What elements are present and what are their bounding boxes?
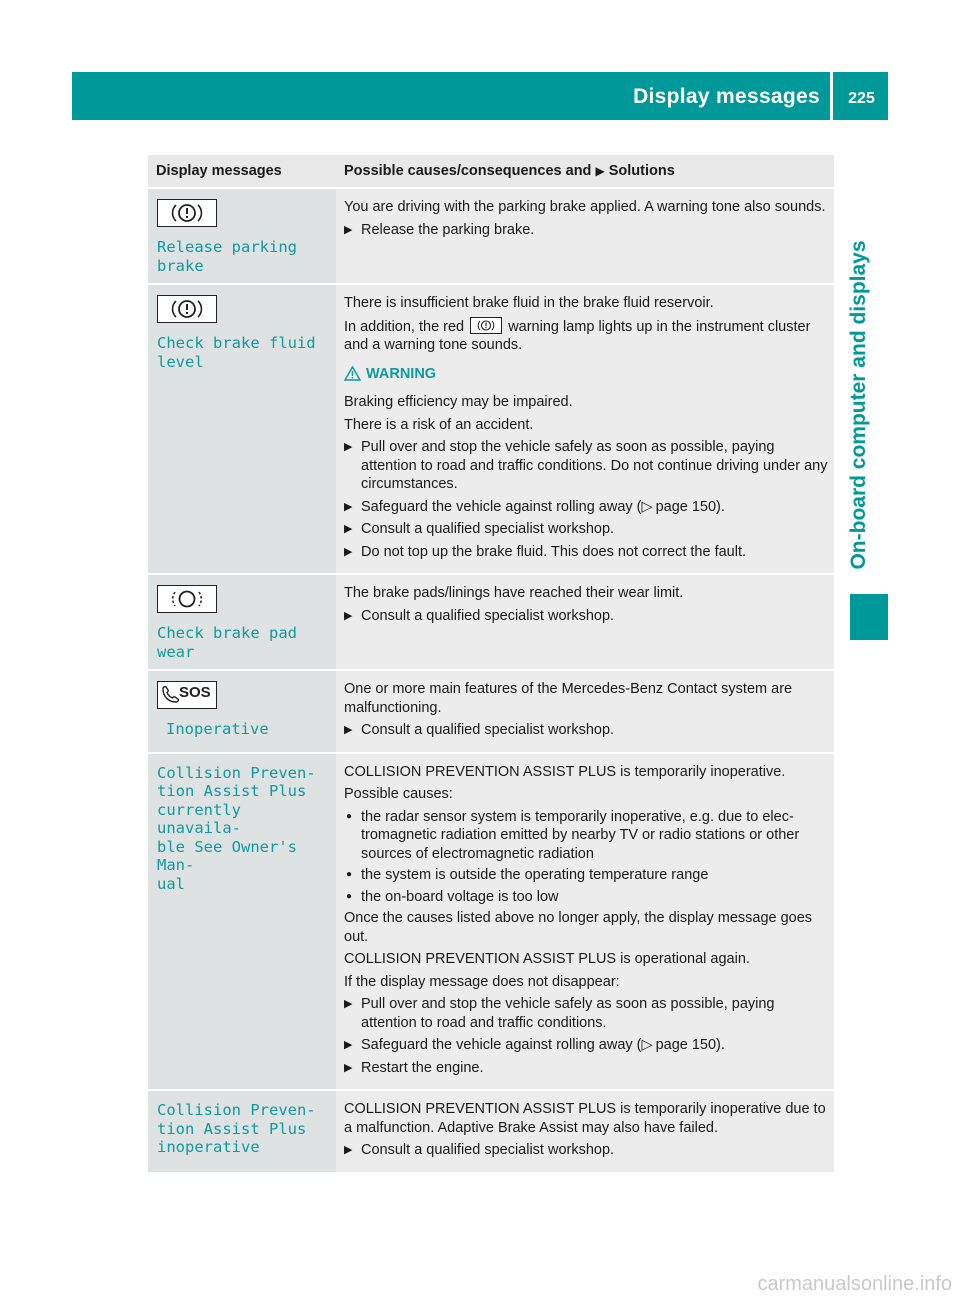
solution-step: ▶ Consult a qualified specialist workshop.	[344, 607, 828, 626]
display-message-text: Release parking brake	[157, 238, 297, 275]
display-message-text: Collision Preven‐ tion Assist Plus inoperative	[157, 1101, 316, 1156]
warning-label: WARNING	[366, 365, 437, 382]
step-text: Safeguard the vehicle against rolling away (	[361, 498, 642, 515]
solution-step: ▶ Release the parking brake.	[344, 221, 828, 240]
watermark-text: carmanualsonline.info	[757, 1273, 952, 1295]
solution-step	[344, 498, 828, 517]
solution-step: ▶ Pull over and stop the vehicle safely as soon as possible, paying attention to road and traffic conditions.	[344, 995, 828, 1032]
table-row	[148, 574, 834, 670]
brake-pad-wear-icon	[157, 585, 217, 613]
cause-text: One or more main features of the Mercedes-Benz Contact system are malfunctioning.	[344, 681, 793, 716]
warning-heading	[344, 365, 828, 384]
table-row	[148, 188, 834, 284]
side-tab-marker	[850, 594, 888, 640]
header-title: Display messages	[633, 85, 820, 108]
brake-warning-icon	[157, 295, 217, 323]
cause-text-part: warning lamp lights up in the instrument cluster and a warning tone sounds.	[344, 318, 811, 353]
cause-text: Once the causes listed above no longer apply, the display message goes out.	[344, 910, 813, 945]
solution-step: ▶ Consult a qualified specialist workshop.	[344, 520, 828, 539]
cause-item: ● the radar sensor system is temporarily inoperative, e.g. due to electromagnetic radiation emitted by nearby TV or radio stations or other sources of electromagnetic radiation	[344, 808, 828, 864]
side-section-label: On-board computer and displays	[847, 240, 870, 570]
page-header	[72, 72, 888, 120]
column-header-solutions-prefix: Possible causes/consequences and	[344, 163, 592, 179]
solution-step: ▶ Consult a qualified specialist workshop.	[344, 1141, 828, 1160]
step-text: ).	[716, 498, 725, 515]
solution-cell	[336, 753, 834, 1091]
table-header-row	[148, 155, 834, 188]
display-messages-table	[148, 155, 834, 1172]
step-text: Safeguard the vehicle against rolling away (	[361, 1037, 642, 1053]
cause-text: If the display message does not disappear:	[344, 973, 620, 990]
solution-step: ▶ Do not top up the brake fluid. This does not correct the fault.	[344, 543, 828, 562]
solution-step: ▶ Pull over and stop the vehicle safely as soon as possible, paying attention to road and traffic conditions. Do not continue driving under any circumstances.	[344, 438, 828, 494]
solution-cell	[336, 1090, 834, 1172]
page-reference-arrow-icon: ▷	[641, 1037, 656, 1053]
side-section-title	[844, 225, 874, 585]
table-row	[148, 670, 834, 753]
message-cell	[148, 1090, 336, 1172]
solution-step	[344, 1036, 828, 1055]
solution-cell	[336, 574, 834, 670]
brake-warning-lamp-icon	[470, 317, 502, 334]
solution-step: ▶ Restart the engine.	[344, 1059, 828, 1078]
message-cell	[148, 188, 336, 284]
cause-text: The brake pads/linings have reached their wear limit.	[344, 585, 684, 601]
message-cell	[148, 670, 336, 753]
cause-item: ● the system is outside the operating temperature range	[344, 866, 828, 885]
column-header-solutions	[336, 155, 834, 188]
display-message-text: Check brake pad wear	[157, 624, 307, 661]
table-row	[148, 284, 834, 574]
sos-icon-label: SOS	[179, 684, 211, 701]
table-row	[148, 753, 834, 1091]
message-cell	[148, 574, 336, 670]
display-message-text: Check brake fluid level	[157, 334, 316, 371]
page-reference-arrow-icon: ▷	[641, 498, 656, 515]
display-message-text: Inoperative	[166, 720, 269, 738]
message-cell	[148, 753, 336, 1091]
cause-text: COLLISION PREVENTION ASSIST PLUS is temporarily inoperative due to a malfunction. Adaptive Brake Assist may also have failed.	[344, 1101, 826, 1136]
cause-text: COLLISION PREVENTION ASSIST PLUS is operational again.	[344, 951, 750, 967]
cause-text: There is insufficient brake fluid in the brake fluid reservoir.	[344, 295, 714, 311]
header-divider	[830, 72, 833, 120]
cause-text-part: In addition, the red	[344, 318, 465, 335]
page-number: 225	[848, 90, 875, 107]
brake-warning-icon	[157, 199, 217, 227]
solution-cell	[336, 284, 834, 574]
page-reference-link[interactable]: page 150	[655, 1037, 717, 1053]
cause-text: Possible causes:	[344, 786, 453, 802]
warning-triangle-icon	[344, 366, 361, 381]
message-cell	[148, 284, 336, 574]
column-header-solutions-suffix: Solutions	[608, 163, 675, 179]
sos-icon	[157, 681, 217, 709]
cause-text: COLLISION PREVENTION ASSIST PLUS is temporarily inoperative.	[344, 763, 786, 780]
column-header-messages: Display messages	[148, 155, 336, 188]
arrow-icon: ▶	[595, 164, 605, 178]
cause-item: ● the on-board voltage is too low	[344, 888, 828, 907]
solution-step: ▶ Consult a qualified specialist workshop.	[344, 721, 828, 740]
cause-text: You are driving with the parking brake applied. A warning tone also sounds.	[344, 199, 826, 215]
step-text: ).	[716, 1037, 725, 1053]
page-reference-link[interactable]: page 150	[655, 498, 717, 515]
solution-cell	[336, 188, 834, 284]
solution-cell	[336, 670, 834, 753]
display-message-text: Collision Preven‐ tion Assist Plus currently unavaila‐ ble See Owner's Man‐ ual	[157, 763, 316, 893]
warning-text: There is a risk of an accident.	[344, 416, 534, 433]
table-row	[148, 1090, 834, 1172]
cause-text-with-icon	[344, 317, 828, 355]
warning-text: Braking efficiency may be impaired.	[344, 394, 573, 410]
